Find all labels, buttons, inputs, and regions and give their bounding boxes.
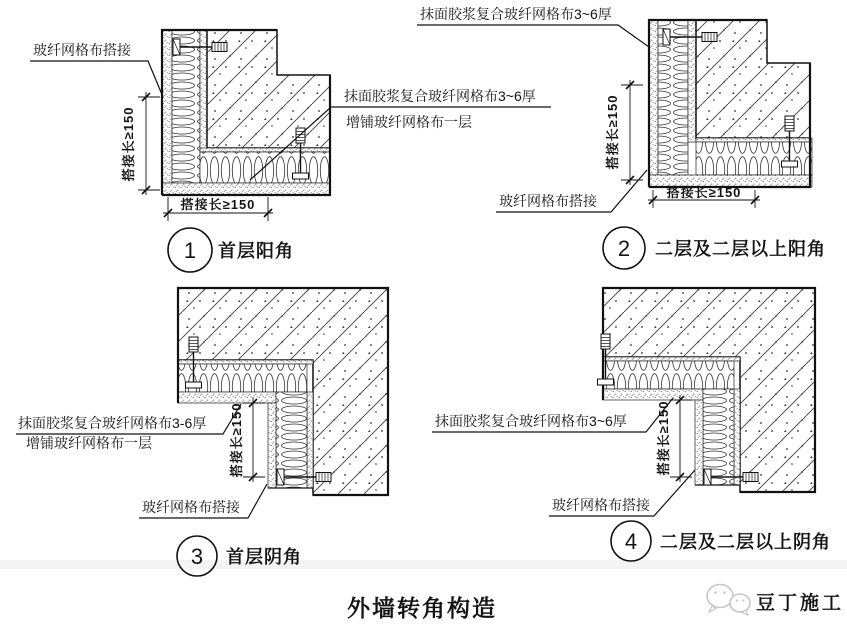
adhesive-layer bbox=[734, 389, 740, 485]
mesh-lap-label: 玻纤网格布搭接 bbox=[552, 497, 650, 513]
mesh-coat-label: 抹面胶浆复合玻纤网格布3~6厚 bbox=[420, 6, 612, 22]
figure-number: 1 bbox=[183, 238, 197, 263]
render-layer bbox=[162, 183, 330, 195]
mesh-lap-label: 玻纤网格布搭接 bbox=[33, 42, 131, 58]
figure-number: 2 bbox=[617, 236, 631, 261]
figure-number: 3 bbox=[190, 544, 204, 569]
adhesive-layer bbox=[688, 20, 696, 142]
adhesive-layer bbox=[178, 360, 313, 364]
figure-caption: 二层及二层以上阴角 bbox=[660, 532, 831, 552]
lap-length-dim-text: 搭接长≥150 bbox=[605, 94, 620, 170]
figure-caption: 首层阳角 bbox=[218, 241, 294, 261]
mesh-coat-label: 抹面胶浆复合玻纤网格布3~6厚 bbox=[344, 88, 536, 104]
adhesive-layer bbox=[200, 30, 207, 152]
insulation-board bbox=[603, 361, 734, 389]
lap-length-dim-text: 搭接长≥150 bbox=[180, 197, 256, 212]
lap-length-dim-text: 搭接长≥150 bbox=[229, 402, 244, 478]
insulation-board bbox=[200, 152, 330, 183]
lap-length-dim-text: 搭接长≥150 bbox=[666, 185, 742, 200]
mesh-coat-label: 抹面胶浆复合玻纤网格布3~6厚 bbox=[435, 413, 627, 429]
render-layer bbox=[178, 392, 276, 403]
extra-mesh-label: 增铺玻纤网格布一层 bbox=[346, 114, 472, 130]
adhesive-layer bbox=[307, 392, 313, 488]
mesh-lap-label: 玻纤网格布搭接 bbox=[142, 499, 240, 515]
adhesive-layer bbox=[603, 357, 740, 361]
watermark-band bbox=[0, 560, 847, 569]
render-layer bbox=[603, 389, 703, 400]
figure-caption: 二层及二层以上阳角 bbox=[655, 239, 826, 259]
render-layer bbox=[649, 20, 658, 175]
figure-caption: 首层阴角 bbox=[226, 547, 302, 567]
adhesive-layer bbox=[200, 148, 330, 152]
render-layer bbox=[268, 403, 276, 488]
watermark-text: 豆丁施工 bbox=[756, 593, 845, 614]
extra-mesh-label: 增铺玻纤网格布一层 bbox=[26, 435, 152, 451]
render-layer bbox=[162, 30, 172, 183]
mesh-coat-label: 抹面胶浆复合玻纤网格布3-6厚 bbox=[18, 415, 207, 431]
insulation-board bbox=[696, 142, 812, 175]
render-layer bbox=[695, 400, 703, 485]
adhesive-layer bbox=[696, 138, 812, 142]
mesh-lap-label: 玻纤网格布搭接 bbox=[499, 193, 597, 209]
lap-length-dim-text: 搭接长≥150 bbox=[656, 400, 671, 476]
figure-number: 4 bbox=[624, 529, 638, 554]
lap-length-dim-text: 搭接长≥150 bbox=[121, 106, 136, 182]
sheet-title: 外墙转角构造 bbox=[347, 595, 497, 621]
